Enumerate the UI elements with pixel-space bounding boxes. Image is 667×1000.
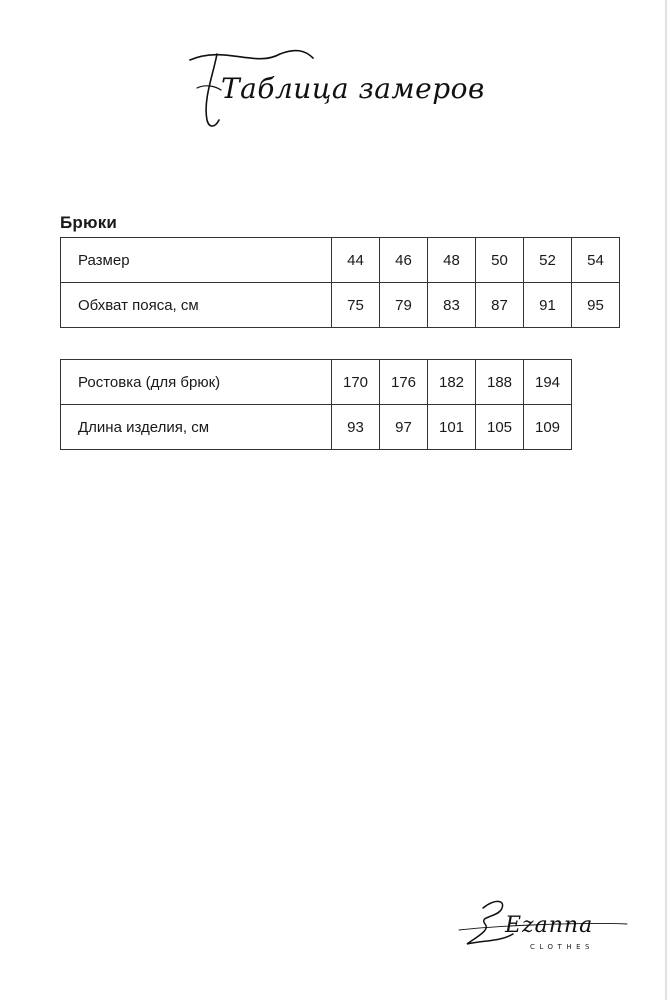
brand-name: Ezanna (505, 913, 594, 938)
table-cell: 79 (380, 283, 428, 328)
table-cell: 50 (476, 238, 524, 283)
table-row (61, 405, 572, 450)
table-row (61, 283, 620, 328)
table-cell: 48 (428, 238, 476, 283)
row-label: Обхват пояса, см (61, 283, 332, 328)
table-cell: 95 (572, 283, 620, 328)
table-cell: 83 (428, 283, 476, 328)
table-cell: 176 (380, 360, 428, 405)
table-cell: 75 (332, 283, 380, 328)
table-cell: 101 (428, 405, 476, 450)
page-title (185, 40, 495, 135)
table-cell: 44 (332, 238, 380, 283)
section-title: Брюки (60, 213, 118, 232)
table-cell: 170 (332, 360, 380, 405)
row-label: Размер (61, 238, 332, 283)
table-row (61, 360, 572, 405)
brand-script-graphic (455, 890, 635, 950)
table-cell: 97 (380, 405, 428, 450)
table-cell: 93 (332, 405, 380, 450)
table-cell: 109 (524, 405, 572, 450)
row-label: Длина изделия, см (61, 405, 332, 450)
table-cell: 188 (476, 360, 524, 405)
height-table (60, 359, 572, 450)
table-cell: 54 (572, 238, 620, 283)
table-row (61, 238, 620, 283)
size-table (60, 237, 620, 328)
brand-subtitle: CLOTHES (530, 943, 594, 951)
table-cell: 52 (524, 238, 572, 283)
brand-logo (455, 890, 635, 970)
handwritten-title-graphic (185, 40, 495, 135)
table-cell: 182 (428, 360, 476, 405)
table-cell: 46 (380, 238, 428, 283)
row-label: Ростовка (для брюк) (61, 360, 332, 405)
page-title-text: Таблица замеров (221, 72, 485, 105)
table-cell: 91 (524, 283, 572, 328)
table-cell: 87 (476, 283, 524, 328)
table-cell: 105 (476, 405, 524, 450)
table-cell: 194 (524, 360, 572, 405)
